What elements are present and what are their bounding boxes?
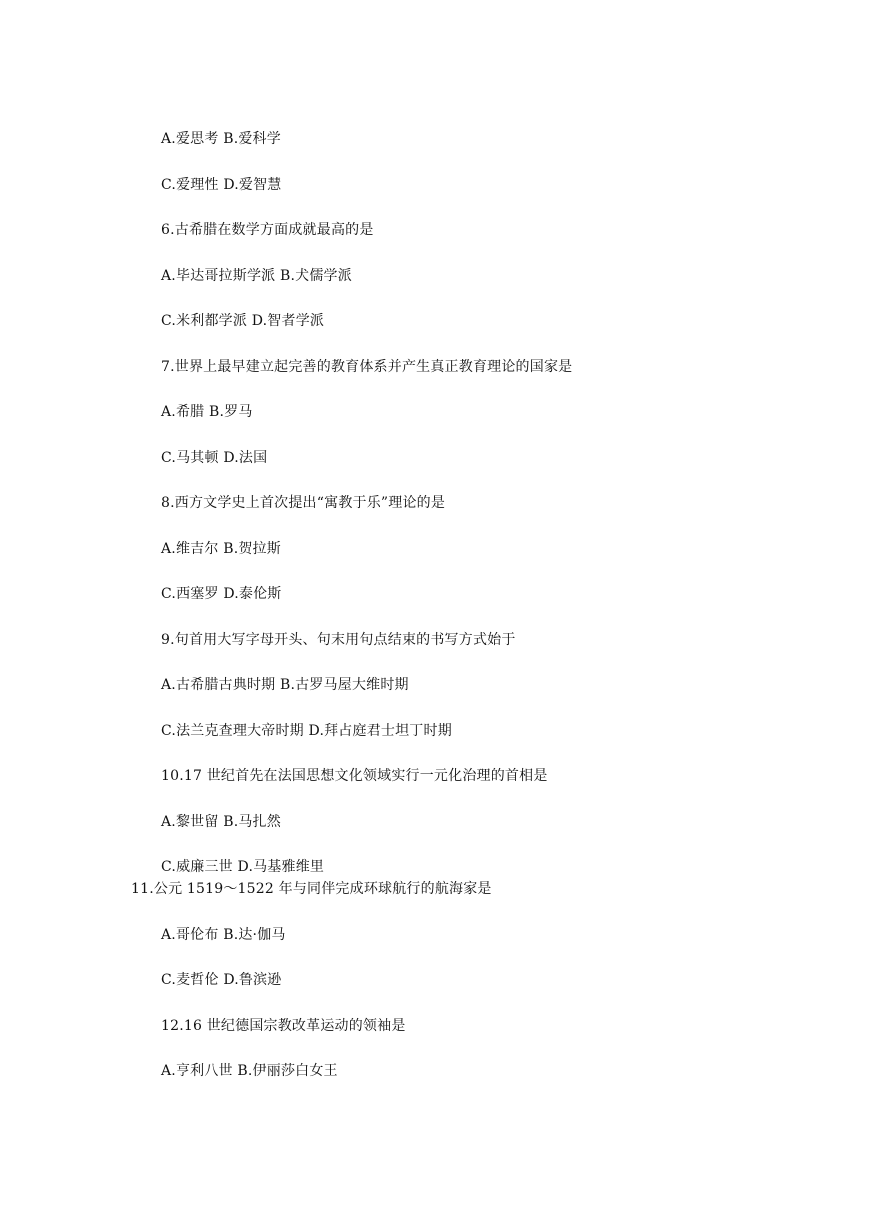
question-9: 9.句首用大写字母开头、句末用句点结束的书写方式始于 bbox=[161, 632, 516, 648]
question-10: 10.17 世纪首先在法国思想文化领域实行一元化治理的首相是 bbox=[161, 768, 548, 784]
q9-options-ab: A.古希腊古典时期 B.古罗马屋大维时期 bbox=[161, 677, 409, 693]
q11-options-ab: A.哥伦布 B.达·伽马 bbox=[161, 927, 286, 943]
q10-options-cd: C.威廉三世 D.马基雅维里 bbox=[161, 859, 325, 875]
q8-options-cd: C.西塞罗 D.泰伦斯 bbox=[161, 586, 282, 602]
q11-options-cd: C.麦哲伦 D.鲁滨逊 bbox=[161, 972, 282, 988]
q5-options-ab: A.爱思考 B.爱科学 bbox=[161, 131, 281, 147]
question-7: 7.世界上最早建立起完善的教育体系并产生真正教育理论的国家是 bbox=[161, 359, 573, 375]
question-8: 8.西方文学史上首次提出“寓教于乐”理论的是 bbox=[161, 495, 446, 511]
q6-options-ab: A.毕达哥拉斯学派 B.犬儒学派 bbox=[161, 268, 352, 284]
question-6: 6.古希腊在数学方面成就最高的是 bbox=[161, 222, 374, 238]
q8-options-ab: A.维吉尔 B.贺拉斯 bbox=[161, 541, 281, 557]
q7-options-ab: A.希腊 B.罗马 bbox=[161, 404, 253, 420]
q7-options-cd: C.马其顿 D.法国 bbox=[161, 450, 268, 466]
q9-options-cd: C.法兰克查理大帝时期 D.拜占庭君士坦丁时期 bbox=[161, 723, 452, 739]
question-12: 12.16 世纪德国宗教改革运动的领袖是 bbox=[161, 1018, 406, 1034]
question-11: 11.公元 1519～1522 年与同伴完成环球航行的航海家是 bbox=[131, 881, 492, 897]
q6-options-cd: C.米利都学派 D.智者学派 bbox=[161, 313, 325, 329]
q10-options-ab: A.黎世留 B.马扎然 bbox=[161, 814, 281, 830]
q12-options-ab: A.亨利八世 B.伊丽莎白女王 bbox=[161, 1063, 338, 1079]
q5-options-cd: C.爱理性 D.爱智慧 bbox=[161, 177, 282, 193]
